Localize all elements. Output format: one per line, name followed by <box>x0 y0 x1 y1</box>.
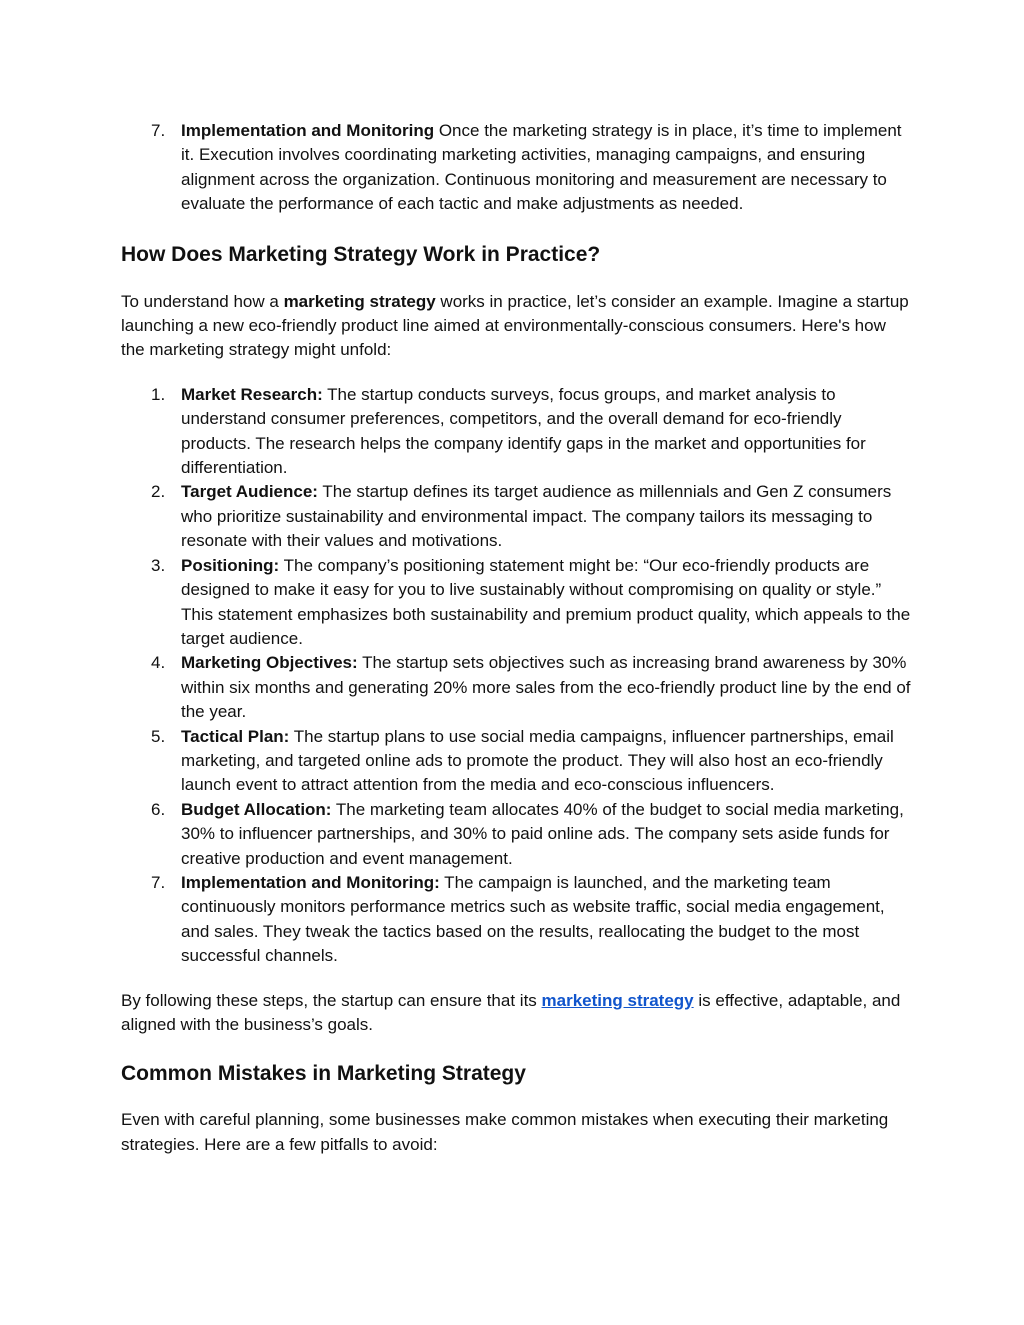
list-item-title: Implementation and Monitoring: <box>181 872 440 892</box>
list-item-title: Budget Allocation: <box>181 799 332 819</box>
list-item-text: The startup conducts surveys, focus groups, and market analysis to understand consumer preferences, competitors, and the overall demand for eco-friendly products. The research helps the company identify gaps in the market and opportunities for differentiation. <box>181 384 866 478</box>
list-item-body <box>181 651 911 724</box>
closing-text-after: is effective, adaptable, and aligned with the business’s goals. <box>121 990 901 1034</box>
list-item-title: Positioning: <box>181 555 280 575</box>
paragraph-closing-practice <box>121 989 911 1038</box>
document-page <box>121 119 911 1157</box>
list-item <box>121 871 911 969</box>
list-item-number: 7. <box>151 872 166 892</box>
list-item-title: Tactical Plan: <box>181 726 290 746</box>
list-item-title: Implementation and Monitoring <box>181 121 435 140</box>
list-item <box>121 383 911 481</box>
list-item-number: 1. <box>151 384 166 404</box>
numbered-list-top <box>121 119 911 217</box>
list-item-body <box>181 725 911 798</box>
list-item-number: 6. <box>151 799 166 819</box>
list-item-body <box>181 480 911 553</box>
intro-text-before: To understand how a <box>121 291 284 311</box>
list-item-title: Target Audience: <box>181 482 318 502</box>
list-item <box>121 651 911 724</box>
list-item-text: The startup sets objectives such as increasing brand awareness by 30% within six months and generating 20% more sales from the eco-friendly product line by the end of the year. <box>181 653 911 722</box>
list-item-number: 3. <box>151 555 166 575</box>
list-item <box>121 725 911 798</box>
intro-text-after: works in practice, let’s consider an example. Imagine a startup launching a new eco-friendly product line aimed at environmentally-conscious consumers. Here's how the marketing strategy might unfold: <box>121 291 909 360</box>
paragraph-intro-practice <box>121 290 911 363</box>
paragraph-intro-mistakes: Even with careful planning, some businesses make common mistakes when executing their marketing strategies. Here are a few pitfalls to avoid: <box>121 1110 889 1154</box>
section-heading-practice: How Does Marketing Strategy Work in Practice? <box>121 242 601 266</box>
list-item-title: Market Research: <box>181 384 323 404</box>
intro-bold-term: marketing strategy <box>283 291 436 311</box>
list-item-number: 7. <box>151 121 166 140</box>
marketing-strategy-link[interactable]: marketing strategy <box>541 990 694 1010</box>
list-item-text: The startup plans to use social media campaigns, influencer partnerships, email marketing, and targeted online ads to promote the product. They will also host an eco-friendly launch event to attract attention from the media and eco-conscious influencers. <box>181 726 894 795</box>
closing-text-before: By following these steps, the startup can ensure that its <box>121 990 542 1010</box>
list-item-body <box>181 554 911 652</box>
list-item-text: The marketing team allocates 40% of the budget to social media marketing, 30% to influencer partnerships, and 30% to paid online ads. The company sets aside funds for creative production and event management. <box>181 799 904 868</box>
list-item-text: The company’s positioning statement might be: “Our eco-friendly products are designed to make it easy for you to live sustainably without compromising on quality or style.” This statement emphasizes both sustainability and premium product quality, which appeals to the target audience. <box>181 555 911 648</box>
list-item-number: 2. <box>151 482 166 502</box>
list-item-title: Marketing Objectives: <box>181 653 358 673</box>
list-item-text: The campaign is launched, and the marketing team continuously monitors performance metrics such as website traffic, social media engagement, and sales. They tweak the tactics based on the results, reallocating the budget to the most successful channels. <box>181 872 885 966</box>
section-heading-mistakes: Common Mistakes in Marketing Strategy <box>121 1062 526 1086</box>
list-item-text: Once the marketing strategy is in place, it’s time to implement it. Execution involves coordinating marketing activities, managing campaigns, and ensuring alignment across the organization. Continuous monitoring and measurement are necessary to evaluate the performance of each tactic and make adjustments as needed. <box>181 121 902 214</box>
list-item <box>121 554 911 652</box>
list-item-text: The startup defines its target audience as millennials and Gen Z consumers who prioritize sustainability and environmental impact. The company tailors its messaging to resonate with their values and motivations. <box>181 482 892 551</box>
numbered-list-steps <box>121 383 911 969</box>
list-item-number: 5. <box>151 726 166 746</box>
list-item <box>121 480 911 553</box>
list-item <box>121 119 911 217</box>
list-item-number: 4. <box>151 653 166 673</box>
list-item-body <box>181 383 911 481</box>
list-item-body <box>181 119 911 217</box>
list-item <box>121 798 911 871</box>
list-item-body <box>181 871 911 969</box>
list-item-body <box>181 798 911 871</box>
